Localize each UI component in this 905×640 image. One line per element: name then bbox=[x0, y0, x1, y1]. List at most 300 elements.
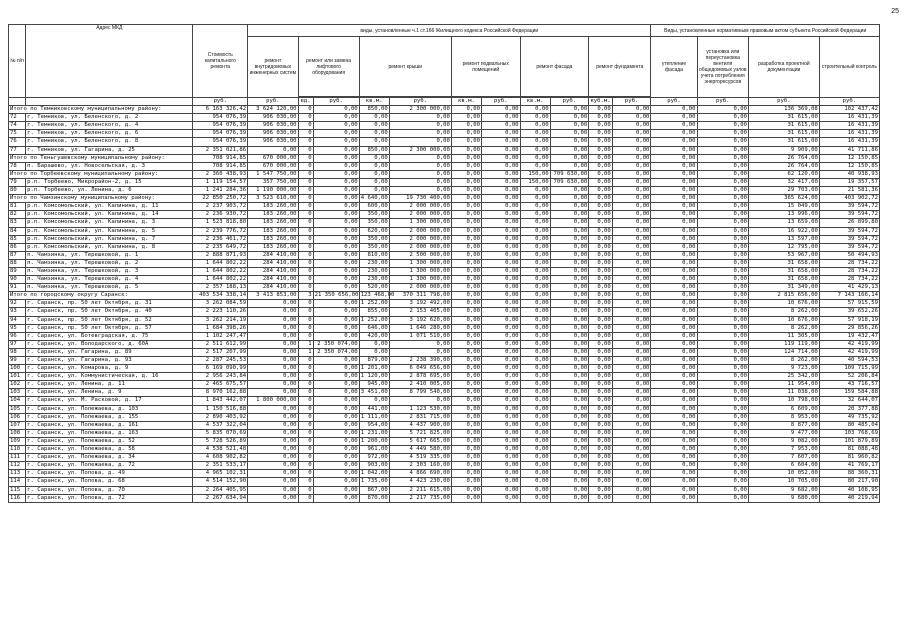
row-value: 0,00 bbox=[520, 154, 550, 162]
unit-cell: руб. bbox=[481, 98, 520, 106]
row-value: 5 617 665,00 bbox=[389, 437, 451, 445]
row-value: 0,00 bbox=[651, 292, 697, 300]
row-number: 106 bbox=[9, 413, 26, 421]
row-value: 102 437,42 bbox=[819, 106, 879, 114]
row-value: 2 831 715,00 bbox=[389, 413, 451, 421]
table-row bbox=[9, 114, 880, 122]
unit-cell: руб. bbox=[749, 98, 820, 106]
row-value: 0,00 bbox=[697, 324, 748, 332]
row-value: 0,00 bbox=[389, 138, 451, 146]
row-value: 31 658,00 bbox=[749, 276, 820, 284]
row-value: 1 646 280,00 bbox=[389, 324, 451, 332]
row-value: 1 231,00 bbox=[360, 429, 388, 436]
row-value: 0,00 bbox=[612, 494, 651, 502]
row-value: 0,00 bbox=[612, 373, 651, 381]
row-value: 0,00 bbox=[359, 170, 389, 178]
row-value: 0,00 bbox=[651, 146, 697, 154]
row-address: г. Саранск, ул. М. Расковой, д. 17 bbox=[26, 397, 193, 405]
row-value: 0,00 bbox=[451, 122, 481, 130]
row-value: 0,00 bbox=[451, 462, 481, 470]
row-value: 0,00 bbox=[248, 462, 298, 470]
row-value: 954 076,39 bbox=[193, 130, 248, 138]
row-value: 3 413 853,00 bbox=[248, 292, 298, 300]
subtotal-row bbox=[9, 106, 880, 114]
row-value: 4 965 102,31 bbox=[193, 470, 248, 478]
unit-cell: руб. bbox=[651, 98, 697, 106]
row-value: 7 953,00 bbox=[749, 446, 820, 454]
table-row bbox=[9, 365, 880, 373]
row-value: 0,00 bbox=[550, 203, 589, 211]
header-meters: установка или переустановка вентиля общедомовых узлов учета потребления энергоресурсов bbox=[697, 37, 748, 98]
row-value: 2 878 695,00 bbox=[389, 373, 451, 381]
row-value: 945,00 bbox=[359, 381, 389, 389]
row-value: 0,00 bbox=[313, 235, 359, 243]
row-value: 0,00 bbox=[248, 421, 298, 429]
row-value: 0,00 bbox=[651, 486, 697, 494]
row-address: г. Темников, ул. Беленского, д. 8 bbox=[26, 138, 193, 146]
row-value: 80 485,04 bbox=[819, 421, 879, 429]
row-value: 0 bbox=[298, 405, 313, 413]
table-row bbox=[9, 373, 880, 381]
row-value: 0,00 bbox=[651, 106, 697, 114]
table-row bbox=[9, 397, 880, 405]
row-value: 0,00 bbox=[520, 332, 550, 340]
row-value: 0,00 bbox=[313, 397, 359, 405]
row-value: 10 676,00 bbox=[749, 316, 820, 324]
subtotal-row bbox=[9, 195, 880, 203]
row-value: 0,00 bbox=[451, 227, 481, 235]
row-value: 31 615,00 bbox=[749, 130, 820, 138]
row-value: 2 815 656,00 bbox=[749, 292, 820, 300]
row-value: 0,00 bbox=[651, 462, 697, 470]
row-value: 0,00 bbox=[651, 114, 697, 122]
row-number: 103 bbox=[9, 389, 26, 397]
capital-repair-table bbox=[8, 24, 880, 503]
row-value: 0,00 bbox=[248, 316, 298, 324]
row-value: 0,00 bbox=[248, 308, 298, 316]
table-row bbox=[9, 446, 880, 454]
row-value: 0,00 bbox=[248, 405, 298, 413]
row-value: 0 bbox=[298, 486, 313, 494]
table-row bbox=[9, 454, 880, 462]
row-value: 0,00 bbox=[550, 259, 589, 267]
row-value: 0,00 bbox=[651, 397, 697, 405]
row-value: 0,00 bbox=[520, 389, 550, 397]
row-address: п. Чамзинка, ул. Терешковой, д. 2 bbox=[26, 259, 193, 267]
row-value: 0,00 bbox=[248, 357, 298, 365]
row-value: 1 102 247,47 bbox=[193, 332, 248, 340]
row-value: 0,00 bbox=[520, 219, 550, 227]
row-value: 80 217,90 bbox=[819, 478, 879, 486]
row-value: 0,00 bbox=[451, 195, 481, 203]
row-value: 0,00 bbox=[550, 138, 589, 146]
row-value: 0,00 bbox=[451, 405, 481, 413]
row-value: 0,00 bbox=[589, 316, 613, 324]
row-value: 350,00 bbox=[359, 211, 389, 219]
row-address: р.п. Комсомольский, ул. Калинина, д. 11 bbox=[26, 203, 193, 211]
row-value: 0,00 bbox=[248, 381, 298, 389]
row-value: 0,00 bbox=[313, 437, 359, 445]
row-value: 0,00 bbox=[451, 357, 481, 365]
row-value: 0,00 bbox=[612, 154, 651, 162]
row-address: г. Темников, ул. Беленского, д. 2 bbox=[26, 114, 193, 122]
row-value: 0,00 bbox=[451, 454, 481, 462]
row-value: 0,00 bbox=[697, 195, 748, 203]
row-value: 0,00 bbox=[481, 292, 520, 300]
header-address: Адрес МКД bbox=[26, 25, 193, 98]
row-value: 0,00 bbox=[520, 259, 550, 267]
row-value: 0,00 bbox=[520, 437, 550, 445]
row-value: 0,00 bbox=[651, 494, 697, 502]
row-value: 0,00 bbox=[520, 276, 550, 284]
row-value: 520,00 bbox=[359, 284, 389, 292]
row-value: 0,00 bbox=[359, 130, 389, 138]
row-value: 0,00 bbox=[651, 211, 697, 219]
row-value: 0,00 bbox=[697, 235, 748, 243]
row-value: 0 bbox=[298, 316, 313, 324]
row-value: 365 624,00 bbox=[749, 195, 820, 203]
row-value: 2 267 634,94 bbox=[193, 494, 248, 502]
row-value: 906 030,00 bbox=[248, 130, 298, 138]
table-row bbox=[9, 251, 880, 259]
row-value: 0,00 bbox=[550, 421, 589, 429]
row-number: 105 bbox=[9, 405, 26, 413]
row-value: 0,00 bbox=[612, 348, 651, 356]
table-row bbox=[9, 308, 880, 316]
row-value: 0,00 bbox=[589, 300, 613, 308]
row-value: 2 223 110,26 bbox=[193, 308, 248, 316]
row-value: 124 714,00 bbox=[749, 348, 820, 356]
row-value: 10 705,00 bbox=[749, 478, 820, 486]
row-value: 0,00 bbox=[481, 122, 520, 130]
row-value: 0 bbox=[298, 195, 313, 203]
row-value: 0,00 bbox=[589, 251, 613, 259]
unit-cell: ед. bbox=[298, 98, 313, 106]
row-value: 0,00 bbox=[451, 389, 481, 397]
row-value: 0,00 bbox=[520, 203, 550, 211]
row-address: г. Темников, ул. Беленского, д. 6 bbox=[26, 130, 193, 138]
row-value: 0,00 bbox=[520, 316, 550, 324]
row-value: 0,00 bbox=[481, 462, 520, 470]
row-value: 0,00 bbox=[481, 316, 520, 324]
row-value: 3 262 084,59 bbox=[193, 300, 248, 308]
row-value: 1 120,00 bbox=[360, 373, 388, 380]
row-value: 0,00 bbox=[550, 389, 589, 397]
row-value: 0,00 bbox=[589, 138, 613, 146]
row-value: 0 bbox=[298, 397, 313, 405]
row-address: п. Чамзинка, ул. Терешковой, д. 1 bbox=[26, 251, 193, 259]
row-value: 10 676,00 bbox=[749, 300, 820, 308]
row-number: 111 bbox=[9, 454, 26, 462]
row-number: 99 bbox=[9, 357, 26, 365]
row-value: 0,00 bbox=[612, 429, 651, 437]
row-value: 0,00 bbox=[313, 243, 359, 251]
row-address: г. Саранск, пр. 50 лет Октября, д. 52 bbox=[26, 316, 193, 324]
row-value: 0,00 bbox=[612, 267, 651, 275]
row-value: 0,00 bbox=[550, 300, 589, 308]
row-value: 39 594,72 bbox=[819, 203, 879, 211]
row-value: 0,00 bbox=[612, 478, 651, 486]
row-value: 0,00 bbox=[697, 106, 748, 114]
row-value: 0,00 bbox=[651, 373, 697, 381]
row-value: 183 260,00 bbox=[248, 211, 298, 219]
row-value: 0,00 bbox=[248, 300, 298, 308]
row-value: 0,00 bbox=[359, 348, 389, 356]
row-value: 0,00 bbox=[313, 494, 359, 502]
table-row bbox=[9, 146, 880, 154]
row-value: 0,00 bbox=[481, 154, 520, 162]
row-value: 0,00 bbox=[697, 308, 748, 316]
row-value: 403 902,72 bbox=[819, 195, 879, 203]
row-value: 0,00 bbox=[697, 284, 748, 292]
row-value: 5 835 070,69 bbox=[193, 429, 248, 437]
row-value: 0,00 bbox=[248, 340, 298, 348]
row-value: 0,00 bbox=[651, 219, 697, 227]
row-value: 8 877,00 bbox=[749, 421, 820, 429]
row-value: 4 437 900,00 bbox=[389, 421, 451, 429]
header-basement: ремонт подвальных помещений bbox=[451, 37, 520, 97]
row-value: 954 076,39 bbox=[193, 114, 248, 122]
row-value: 0,00 bbox=[313, 470, 359, 478]
table-row bbox=[9, 243, 880, 251]
row-value: 0,00 bbox=[612, 389, 651, 397]
row-value: 31 615,00 bbox=[749, 122, 820, 130]
row-value: 1 300 000,00 bbox=[389, 219, 451, 227]
row-value: 0,00 bbox=[550, 462, 589, 470]
row-value: 0,00 bbox=[612, 219, 651, 227]
row-value: 0,00 bbox=[451, 178, 481, 186]
row-value: 0,00 bbox=[589, 243, 613, 251]
row-number: 90 bbox=[9, 276, 26, 284]
row-number: 109 bbox=[9, 437, 26, 445]
row-value: 62 120,00 bbox=[749, 170, 820, 178]
row-value: 0,00 bbox=[589, 219, 613, 227]
row-value: 0,00 bbox=[313, 203, 359, 211]
row-value: 32 417,00 bbox=[749, 178, 820, 186]
row-value: 2 237 903,72 bbox=[193, 203, 248, 211]
row-value: 0,00 bbox=[651, 227, 697, 235]
row-value: 0,00 bbox=[313, 284, 359, 292]
row-value: 2 890 403,92 bbox=[193, 413, 248, 421]
table-row bbox=[9, 405, 880, 413]
table-row bbox=[9, 267, 880, 275]
unit-cell: руб. bbox=[313, 98, 359, 106]
row-value: 0,00 bbox=[612, 178, 651, 186]
row-value: 16 431,39 bbox=[819, 122, 879, 130]
row-value: 11 954,00 bbox=[749, 381, 820, 389]
row-value: 870,00 bbox=[359, 494, 389, 502]
row-address: г. Саранск, ул. Полежаева, д. 103 bbox=[26, 405, 193, 413]
row-value: 0,00 bbox=[451, 292, 481, 300]
unit-cell: руб. bbox=[248, 98, 298, 106]
row-address: г. Саранск, пр. 50 лет Октября, д. 57 bbox=[26, 324, 193, 332]
row-number: 100 bbox=[9, 365, 26, 373]
row-value: 0,00 bbox=[481, 146, 520, 154]
row-value: 0,00 bbox=[481, 203, 520, 211]
row-value: 810,00 bbox=[359, 251, 389, 259]
row-value: 284 410,00 bbox=[248, 284, 298, 292]
row-number: 89 bbox=[9, 267, 26, 275]
row-number: 92 bbox=[9, 300, 26, 308]
row-value: 0,00 bbox=[697, 486, 748, 494]
row-value: 0,00 bbox=[612, 413, 651, 421]
row-value: 0,00 bbox=[313, 478, 359, 486]
row-value: 2 350 074,00 bbox=[313, 348, 359, 356]
row-value: 0,00 bbox=[481, 381, 520, 389]
row-value: 0,00 bbox=[651, 308, 697, 316]
row-value: 0,00 bbox=[359, 187, 389, 195]
row-value: 0,00 bbox=[589, 373, 613, 381]
row-value: 40 938,93 bbox=[819, 170, 879, 178]
row-value: 0,00 bbox=[612, 243, 651, 251]
subtotal-label: Итого по Торбеевскому муниципальному району: bbox=[9, 170, 193, 178]
row-value: 0,00 bbox=[651, 324, 697, 332]
row-value: 0,00 bbox=[612, 357, 651, 365]
row-value: 0,00 bbox=[589, 405, 613, 413]
row-value: 0 bbox=[298, 478, 313, 486]
row-value: 0 bbox=[298, 381, 313, 389]
row-value: 0,00 bbox=[520, 106, 550, 114]
row-value: 9 723,00 bbox=[749, 365, 820, 373]
row-value: 0,00 bbox=[697, 454, 748, 462]
row-value: 0,00 bbox=[697, 300, 748, 308]
row-value: 0,00 bbox=[248, 413, 298, 421]
row-value: 1 150 516,88 bbox=[193, 405, 248, 413]
row-value: 0,00 bbox=[651, 300, 697, 308]
row-value: 0,00 bbox=[550, 478, 589, 486]
table-row bbox=[9, 340, 880, 348]
row-value: 0,00 bbox=[612, 446, 651, 454]
row-value: 0,00 bbox=[697, 478, 748, 486]
row-value: 109 715,99 bbox=[819, 365, 879, 373]
row-address: п. Чамзинка, ул. Терешковой, д. 4 bbox=[26, 276, 193, 284]
header-control: строительный контроль bbox=[819, 37, 879, 98]
table-row bbox=[9, 462, 880, 470]
header-roof: ремонт крыши bbox=[359, 37, 451, 97]
row-value: 0,00 bbox=[651, 138, 697, 146]
row-value: 2 000 000,00 bbox=[389, 211, 451, 219]
row-value: 0 bbox=[298, 373, 313, 381]
row-value: 50 494,93 bbox=[819, 251, 879, 259]
row-value: 0,00 bbox=[697, 178, 748, 186]
row-value: 0,00 bbox=[481, 413, 520, 421]
row-value: 2 350 074,00 bbox=[313, 340, 359, 348]
row-value: 21 350 656,00 bbox=[314, 292, 359, 299]
row-value: 0,00 bbox=[248, 454, 298, 462]
row-value: 0,00 bbox=[589, 397, 613, 405]
row-value: 879,00 bbox=[359, 357, 389, 365]
row-value: 0,00 bbox=[550, 308, 589, 316]
row-value: 28 734,22 bbox=[819, 259, 879, 267]
row-address: р.п. Комсомольский, ул. Калинина, д. 7 bbox=[26, 235, 193, 243]
row-value: 0,00 bbox=[651, 130, 697, 138]
row-value: 906 030,00 bbox=[248, 138, 298, 146]
row-value: 0,00 bbox=[612, 251, 651, 259]
unit-cell: руб. bbox=[819, 98, 879, 106]
row-value: 0 bbox=[298, 429, 313, 437]
row-value: 31 658,00 bbox=[749, 267, 820, 275]
row-value: 0,00 bbox=[589, 462, 613, 470]
row-value: 0,00 bbox=[550, 429, 589, 437]
row-value: 0,00 bbox=[550, 381, 589, 389]
row-value: 8 262,00 bbox=[749, 357, 820, 365]
row-value: 709 630,00 bbox=[550, 170, 589, 178]
row-value: 0,00 bbox=[589, 211, 613, 219]
row-value: 0 bbox=[298, 267, 313, 275]
row-value: 19 432,47 bbox=[819, 332, 879, 340]
row-value: 0,00 bbox=[612, 332, 651, 340]
row-value: 0,00 bbox=[697, 162, 748, 170]
row-value: 2 264 405,95 bbox=[193, 486, 248, 494]
row-value: 0,00 bbox=[697, 122, 748, 130]
row-value: 31 615,00 bbox=[749, 114, 820, 122]
row-value: 0,00 bbox=[451, 324, 481, 332]
row-value: 39 594,72 bbox=[819, 243, 879, 251]
row-value: 9 909,00 bbox=[749, 146, 820, 154]
subtotal-label: Итого по Теньгушевскому муниципальному району: bbox=[9, 154, 193, 162]
row-value: 1 042,00 bbox=[360, 470, 388, 477]
row-value: 0,00 bbox=[451, 300, 481, 308]
row-address: р.п. Торбеево, ул. Ленина, д. 6 bbox=[26, 187, 193, 195]
row-number: 115 bbox=[9, 486, 26, 494]
row-value: 2 351 021,86 bbox=[193, 146, 248, 154]
row-value: 0,00 bbox=[697, 292, 748, 300]
unit-cell: руб. bbox=[550, 98, 589, 106]
row-value: 2 465 675,57 bbox=[193, 381, 248, 389]
row-value: 1 684 398,26 bbox=[193, 324, 248, 332]
row-value: 1 071 510,00 bbox=[389, 332, 451, 340]
row-value: 0,00 bbox=[248, 365, 298, 373]
row-value: 0,00 bbox=[651, 235, 697, 243]
table-row bbox=[9, 235, 880, 243]
row-value: 183 260,00 bbox=[248, 235, 298, 243]
row-value: 0,00 bbox=[550, 227, 589, 235]
row-value: 101 879,89 bbox=[819, 437, 879, 445]
row-number: 75 bbox=[9, 130, 26, 138]
row-value: 0,00 bbox=[451, 219, 481, 227]
row-value: 0,00 bbox=[451, 308, 481, 316]
row-value: 0 bbox=[298, 389, 313, 397]
row-value: 0,00 bbox=[359, 122, 389, 130]
row-value: 1 300 000,00 bbox=[389, 259, 451, 267]
row-value: 4 423 230,00 bbox=[389, 478, 451, 486]
row-number: 97 bbox=[9, 340, 26, 348]
row-value: 0,00 bbox=[389, 170, 451, 178]
row-value: 0,00 bbox=[550, 446, 589, 454]
row-value: 0,00 bbox=[612, 405, 651, 413]
row-value: 0 bbox=[298, 446, 313, 454]
row-value: 0,00 bbox=[697, 381, 748, 389]
row-value: 0,00 bbox=[451, 154, 481, 162]
row-value: 3 451,00 bbox=[360, 389, 388, 396]
row-value: 709 630,00 bbox=[550, 178, 589, 186]
row-value: 0,00 bbox=[481, 478, 520, 486]
row-value: 0,00 bbox=[589, 284, 613, 292]
row-value: 1 843 442,07 bbox=[193, 397, 248, 405]
row-value: 16 922,00 bbox=[749, 227, 820, 235]
row-value: 0,00 bbox=[481, 308, 520, 316]
row-value: 0,00 bbox=[589, 381, 613, 389]
row-value: 0,00 bbox=[451, 130, 481, 138]
row-value: 26 899,80 bbox=[819, 219, 879, 227]
row-address: г. Саранск, ул. Попова, д. 49 bbox=[26, 470, 193, 478]
row-value: 10 798,00 bbox=[749, 397, 820, 405]
row-value: 954 076,39 bbox=[193, 138, 248, 146]
row-value: 0,00 bbox=[697, 405, 748, 413]
row-value: 0 bbox=[298, 187, 313, 195]
row-value: 420,00 bbox=[359, 332, 389, 340]
table-row bbox=[9, 478, 880, 486]
